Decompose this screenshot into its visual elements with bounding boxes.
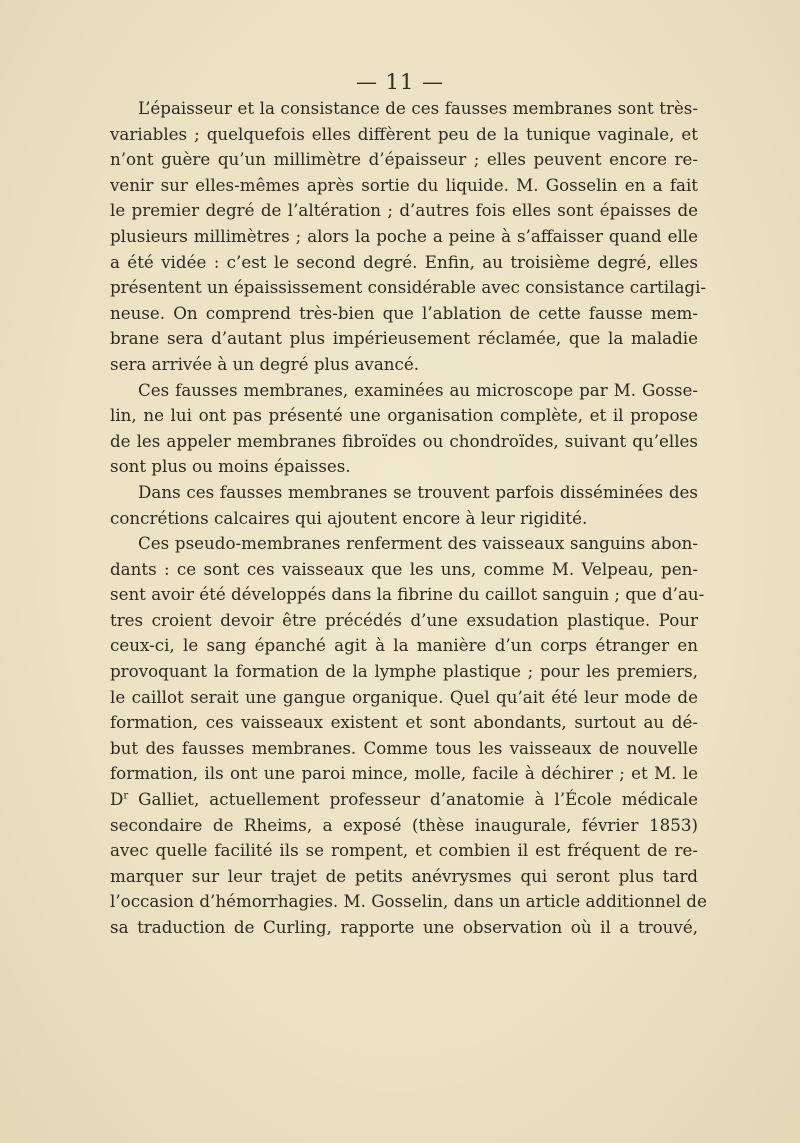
text-line: L’épaisseur et la consistance de ces fausses membranes sont très- bbox=[138, 98, 698, 118]
text-line: dants : ce sont ces vaisseaux que les uns, comme M. Velpeau, pen- bbox=[110, 558, 698, 579]
text-line bbox=[110, 787, 698, 813]
text-line: présentent un épaississement considérable avec consistance cartilagi- bbox=[110, 277, 707, 298]
body-text bbox=[110, 96, 707, 941]
text-line: le premier degré de l’altération ; d’autres fois elles sont épaisses de bbox=[110, 200, 698, 221]
text-line: sera arrivée à un degré plus avancé. bbox=[110, 353, 420, 374]
text-line: formation, ils ont une paroi mince, molle, facile à déchirer ; et M. le bbox=[110, 763, 698, 784]
text-line: sent avoir été développés dans la fibrine du caillot sanguin ; que d’au- bbox=[110, 584, 705, 605]
text-line: le caillot serait une gangue organique. Quel qu’ait été leur mode de bbox=[110, 686, 698, 707]
text-line: neuse. On comprend très-bien que l’ablation de cette fausse mem- bbox=[110, 302, 698, 323]
title-abbrev-sup: r bbox=[123, 790, 129, 802]
text-line: brane sera d’autant plus impérieusement réclamée, que la maladie bbox=[110, 328, 698, 349]
text-line: formation, ces vaisseaux existent et sont abondants, surtout au dé- bbox=[110, 712, 698, 733]
text-line: provoquant la formation de la lymphe plastique ; pour les premiers, bbox=[110, 661, 698, 682]
text-line: sa traduction de Curling, rapporte une observation où il a trouvé, bbox=[110, 917, 698, 937]
text-line: avec quelle facilité ils se rompent, et combien il est fréquent de re- bbox=[110, 840, 698, 861]
text-line: venir sur elles-mêmes après sortie du liquide. M. Gosselin en a fait bbox=[110, 174, 698, 195]
text-line-content: Galliet, actuellement professeur d’anatomie à l’École médicale bbox=[128, 789, 698, 810]
text-line: n’ont guère qu’un millimètre d’épaisseur ; elles peuvent encore re- bbox=[110, 149, 698, 170]
text-line: but des fausses membranes. Comme tous les vaisseaux de nouvelle bbox=[110, 737, 698, 758]
text-line: lin, ne lui ont pas présenté une organisation complète, et il propose bbox=[110, 405, 698, 426]
text-line: Dans ces fausses membranes se trouvent parfois disséminées des bbox=[138, 481, 698, 502]
text-line: ceux-ci, le sang épanché agit à la manière d’un corps étranger en bbox=[110, 635, 698, 656]
text-line: secondaire de Rheims, a exposé (thèse inaugurale, février 1853) bbox=[110, 814, 698, 835]
text-line: plusieurs millimètres ; alors la poche a peine à s’affaisser quand elle bbox=[110, 225, 698, 246]
text-line: marquer sur leur trajet de petits anévrysmes qui seront plus tard bbox=[110, 865, 698, 886]
title-abbrev: D bbox=[110, 789, 124, 810]
text-line: Ces fausses membranes, examinées au microscope par M. Gosse- bbox=[138, 379, 698, 400]
text-line: tres croient devoir être précédés d’une exsudation plastique. Pour bbox=[110, 609, 698, 630]
text-line: l’occasion d’hémorrhagies. M. Gosselin, dans un article additionnel de bbox=[110, 891, 707, 912]
page-number: — 11 — bbox=[355, 70, 445, 94]
text-line: Ces pseudo-membranes renferment des vaisseaux sanguins abon- bbox=[138, 533, 698, 554]
text-line: de les appeler membranes fibroïdes ou chondroïdes, suivant qu’elles bbox=[110, 430, 698, 451]
text-line: a été vidée : c’est le second degré. Enfin, au troisième degré, elles bbox=[110, 251, 698, 272]
text-line: concrétions calcaires qui ajoutent encore à leur rigidité. bbox=[110, 507, 588, 528]
text-line: sont plus ou moins épaisses. bbox=[110, 456, 351, 477]
text-line: variables ; quelquefois elles diffèrent peu de la tunique vaginale, et bbox=[110, 123, 698, 144]
